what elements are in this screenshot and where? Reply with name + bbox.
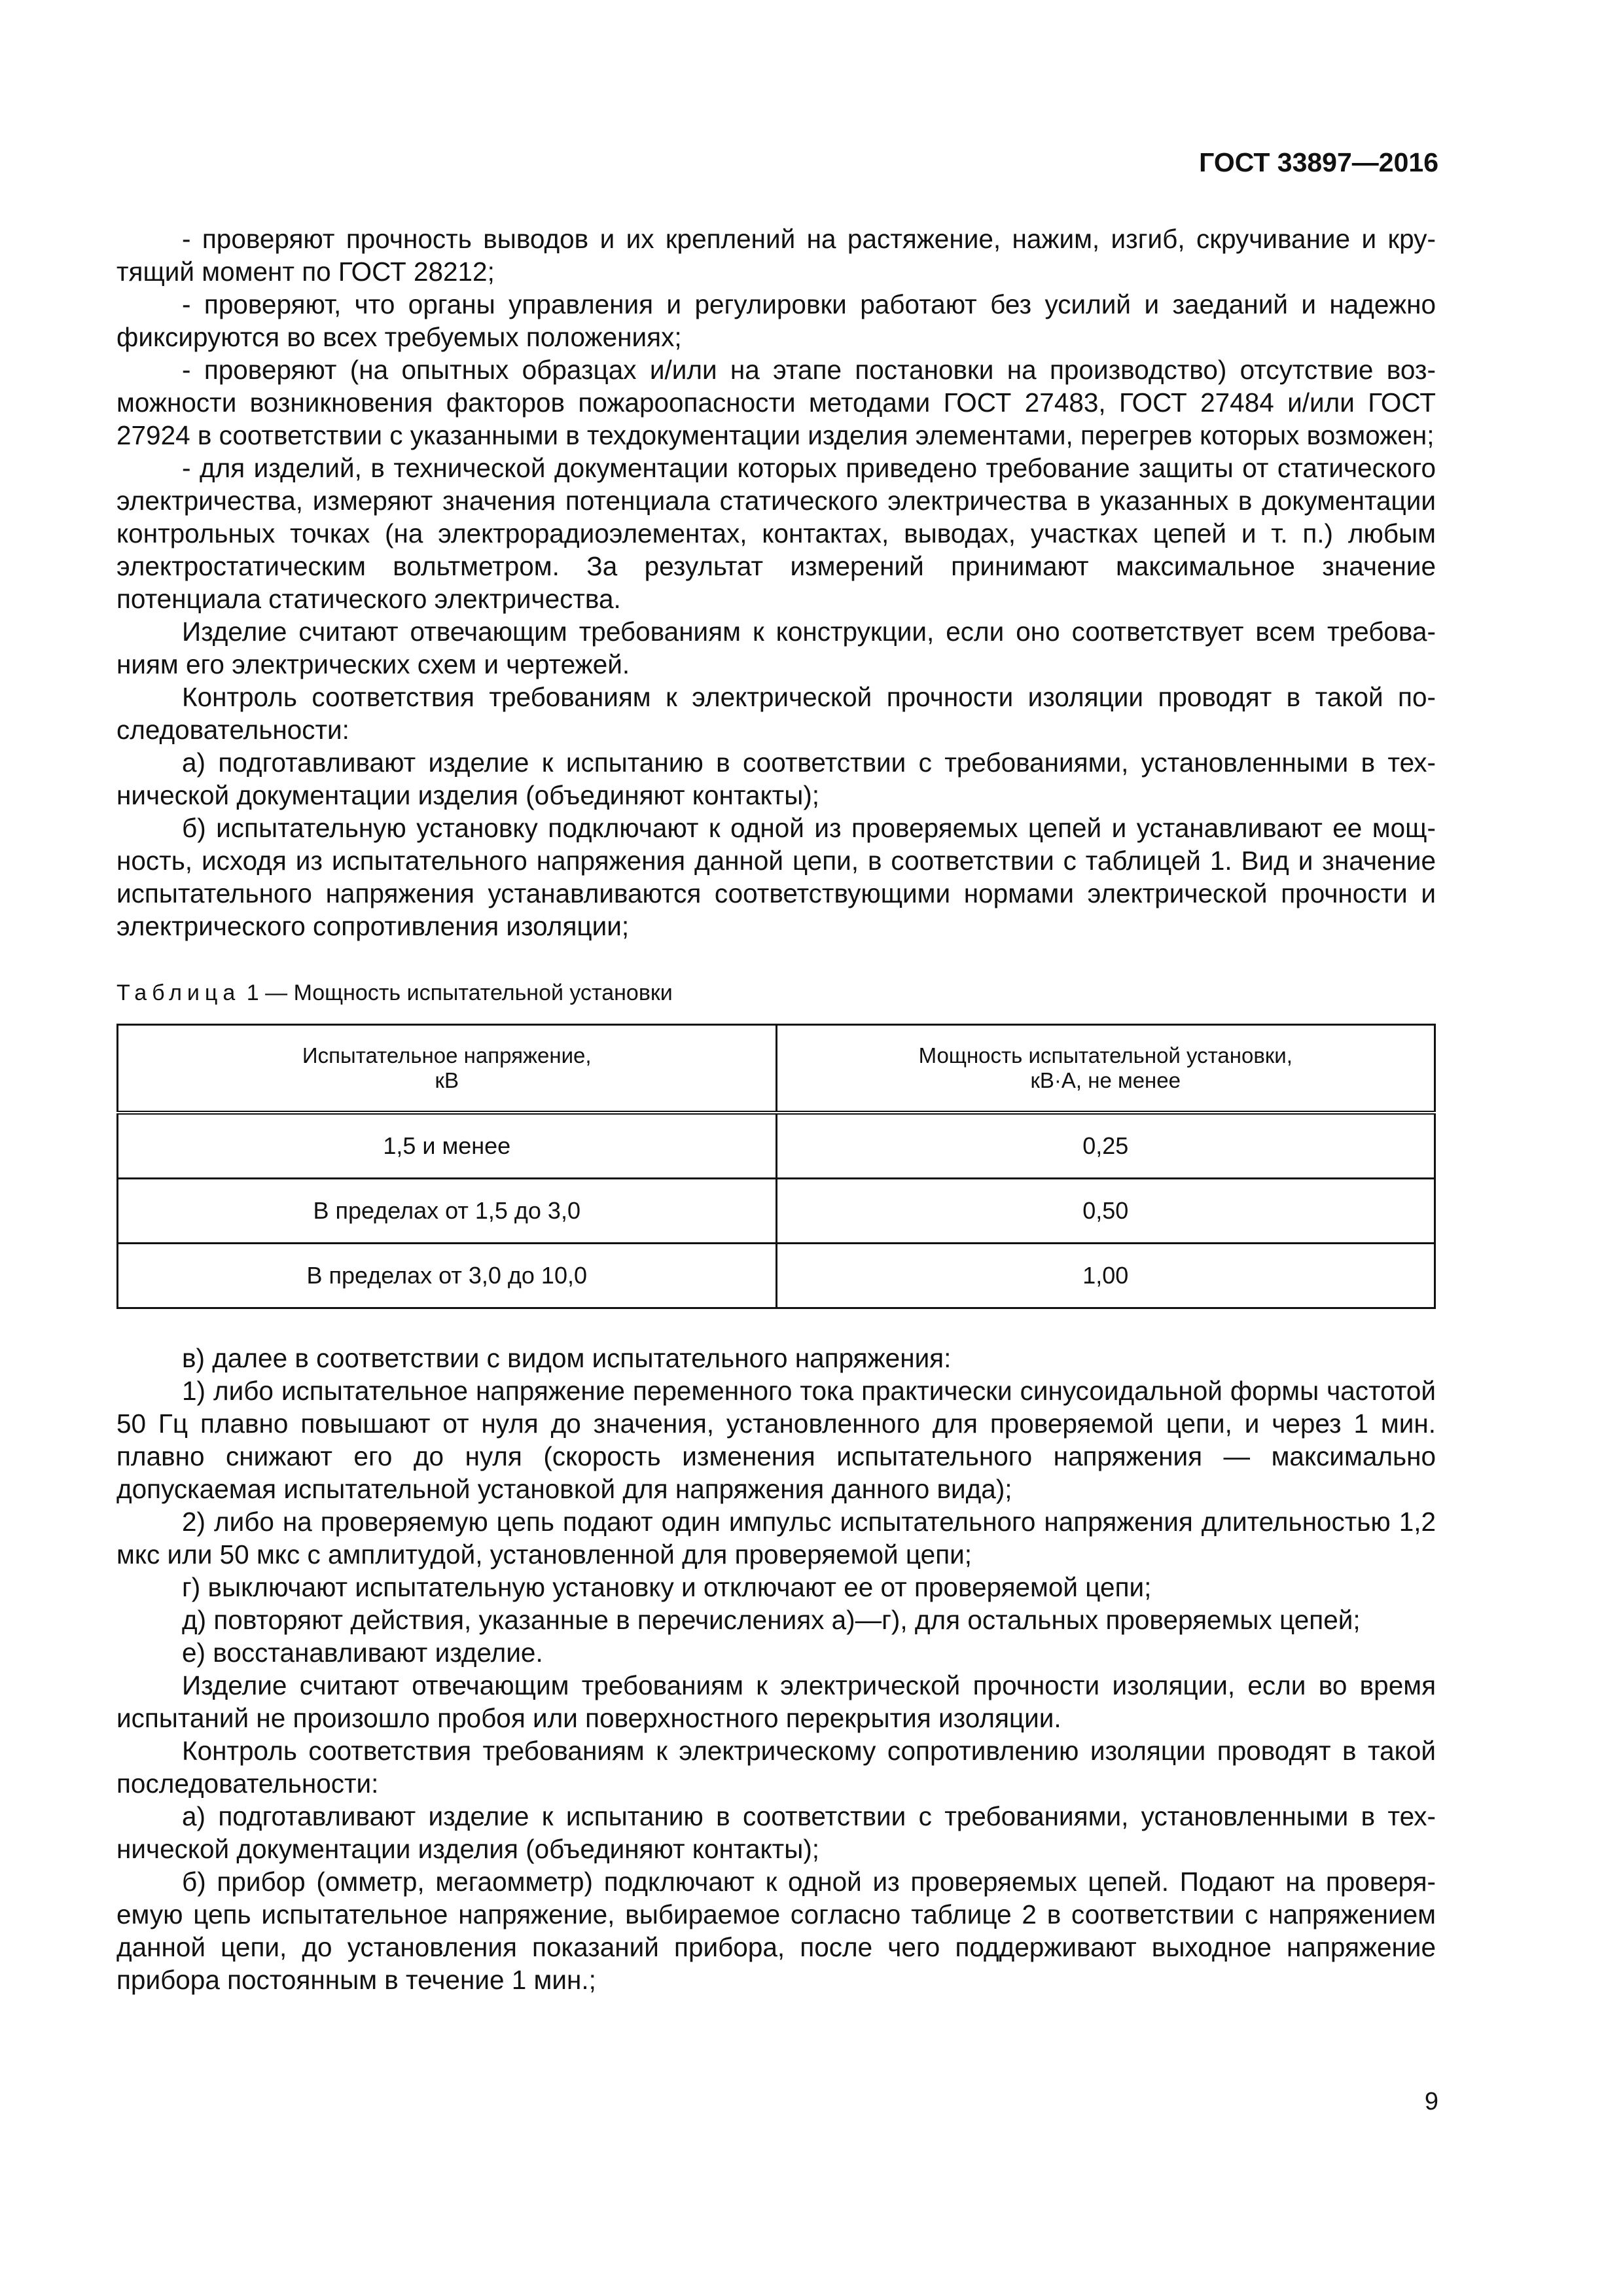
header-unit: кВ: [435, 1068, 459, 1092]
paragraph: - проверяют, что органы управления и регулировки работают без усилий и заеданий и надежно фиксируются во всех требуемых положениях;: [116, 289, 1436, 352]
paragraph: а) подготавливают изделие к испытанию в соответствии с требованиями, установленными в технической документации изделия (объединяют контакты);: [116, 1801, 1436, 1864]
table-cell: 1,5 и менее: [118, 1113, 777, 1179]
paragraph: 2) либо на проверяемую цепь подают один импульс испытательного напряжения длительностью 1,2 мкс или 50 мкс с амплитудой, установленной для проверяемой цепи;: [116, 1507, 1436, 1570]
paragraph: а) подготавливают изделие к испытанию в соответствии с требованиями, установленными в технической документации изделия (объединяют контакты);: [116, 747, 1436, 810]
document-body: [116, 223, 1436, 1996]
table-row: [118, 1244, 1435, 1308]
paragraph: 1) либо испытательное напряжение переменного тока практически синусоидальной формы частотой 50 Гц плавно повышают от нуля до значения, установленного для проверяемой цепи, и через 1 мин. плавно снижают его до нуля (скорость изменения испытательного напряжения — максимально допускаемая испытательной установкой для напряжения данного вида);: [116, 1376, 1436, 1504]
paragraph: - проверяют (на опытных образцах и/или на этапе постановки на производство) отсутствие возможности возникновения факторов пожароопасности методами ГОСТ 27483, ГОСТ 27484 и/или ГОСТ 27924 в соответствии с указанными в техдокументации изделия элементами, перегрев которых возможен;: [116, 355, 1436, 450]
table-caption: [116, 980, 1436, 1006]
paragraph: г) выключают испытательную установку и отключают ее от проверяемой цепи;: [182, 1572, 1152, 1602]
paragraph: - проверяют прочность выводов и их креплений на растяжение, нажим, изгиб, скручивание и крутящий момент по ГОСТ 28212;: [116, 224, 1436, 287]
table-row: [118, 1179, 1435, 1244]
paragraph: Контроль соответствия требованиям к электрической прочности изоляции проводят в такой последовательности:: [116, 682, 1436, 745]
paragraph: Изделие считают отвечающим требованиям к конструкции, если оно соответствует всем требованиям его электрических схем и чертежей.: [116, 617, 1436, 679]
page-number: 9: [1424, 2088, 1438, 2115]
paragraph: б) испытательную установку подключают к одной из проверяемых цепей и устанавливают ее мощность, исходя из испытательного напряжения данной цепи, в соответствии с таблицей 1. Вид и значение испытательного напряжения устанавливаются соответствующими нормами электрической прочности и электрического сопротивления изоляции;: [116, 813, 1436, 941]
paragraph: - для изделий, в технической документации которых приведено требование защиты от статического электричества, измеряют значения потенциала статического электричества в указанных в документации контрольных точках (на электрорадиоэлементах, контактах, выводах, участках цепей и т. п.) любым электростатическим вольтметром. За результат измерений принимают максимальное значение потенциала статического электричества.: [116, 453, 1436, 614]
paragraph: д) повторяют действия, указанные в перечислениях а)—г), для остальных проверяемых цепей;: [182, 1605, 1361, 1635]
table-caption-label: Таблица: [116, 980, 241, 1005]
header-line: Испытательное напряжение,: [302, 1043, 592, 1067]
table-cell: В пределах от 1,5 до 3,0: [118, 1179, 777, 1244]
document-code: ГОСТ 33897—2016: [1199, 147, 1438, 177]
table-cell: В пределах от 3,0 до 10,0: [118, 1244, 777, 1308]
power-table: [116, 1024, 1436, 1309]
table-cell: 0,50: [776, 1179, 1435, 1244]
table-header-row: [118, 1025, 1435, 1113]
table-header-voltage: [118, 1025, 777, 1113]
table-caption-title: 1 — Мощность испытательной установки: [246, 980, 673, 1005]
header-line: Мощность испытательной установки,: [918, 1043, 1293, 1067]
header-unit: кВ·А, не менее: [1030, 1068, 1181, 1092]
paragraph: е) восстанавливают изделие.: [182, 1638, 543, 1668]
table-header-power: [776, 1025, 1435, 1113]
paragraph: Контроль соответствия требованиям к электрическому сопротивлению изоляции проводят в такой последовательности:: [116, 1736, 1436, 1799]
paragraph: б) прибор (омметр, мегаомметр) подключают к одной из проверяемых цепей. Подают на проверяемую цепь испытательное напряжение, выбираемое согласно таблице 2 в соответствии с напряжением данной цепи, до установления показаний прибора, после чего поддерживают выходное напряжение прибора постоянным в течение 1 мин.;: [116, 1867, 1436, 1995]
paragraph: в) далее в соответствии с видом испытательного напряжения:: [182, 1343, 952, 1373]
table-row: [118, 1113, 1435, 1179]
table-cell: 0,25: [776, 1113, 1435, 1179]
table-cell: 1,00: [776, 1244, 1435, 1308]
paragraph: Изделие считают отвечающим требованиям к электрической прочности изоляции, если во время испытаний не произошло пробоя или поверхностного перекрытия изоляции.: [116, 1670, 1436, 1733]
